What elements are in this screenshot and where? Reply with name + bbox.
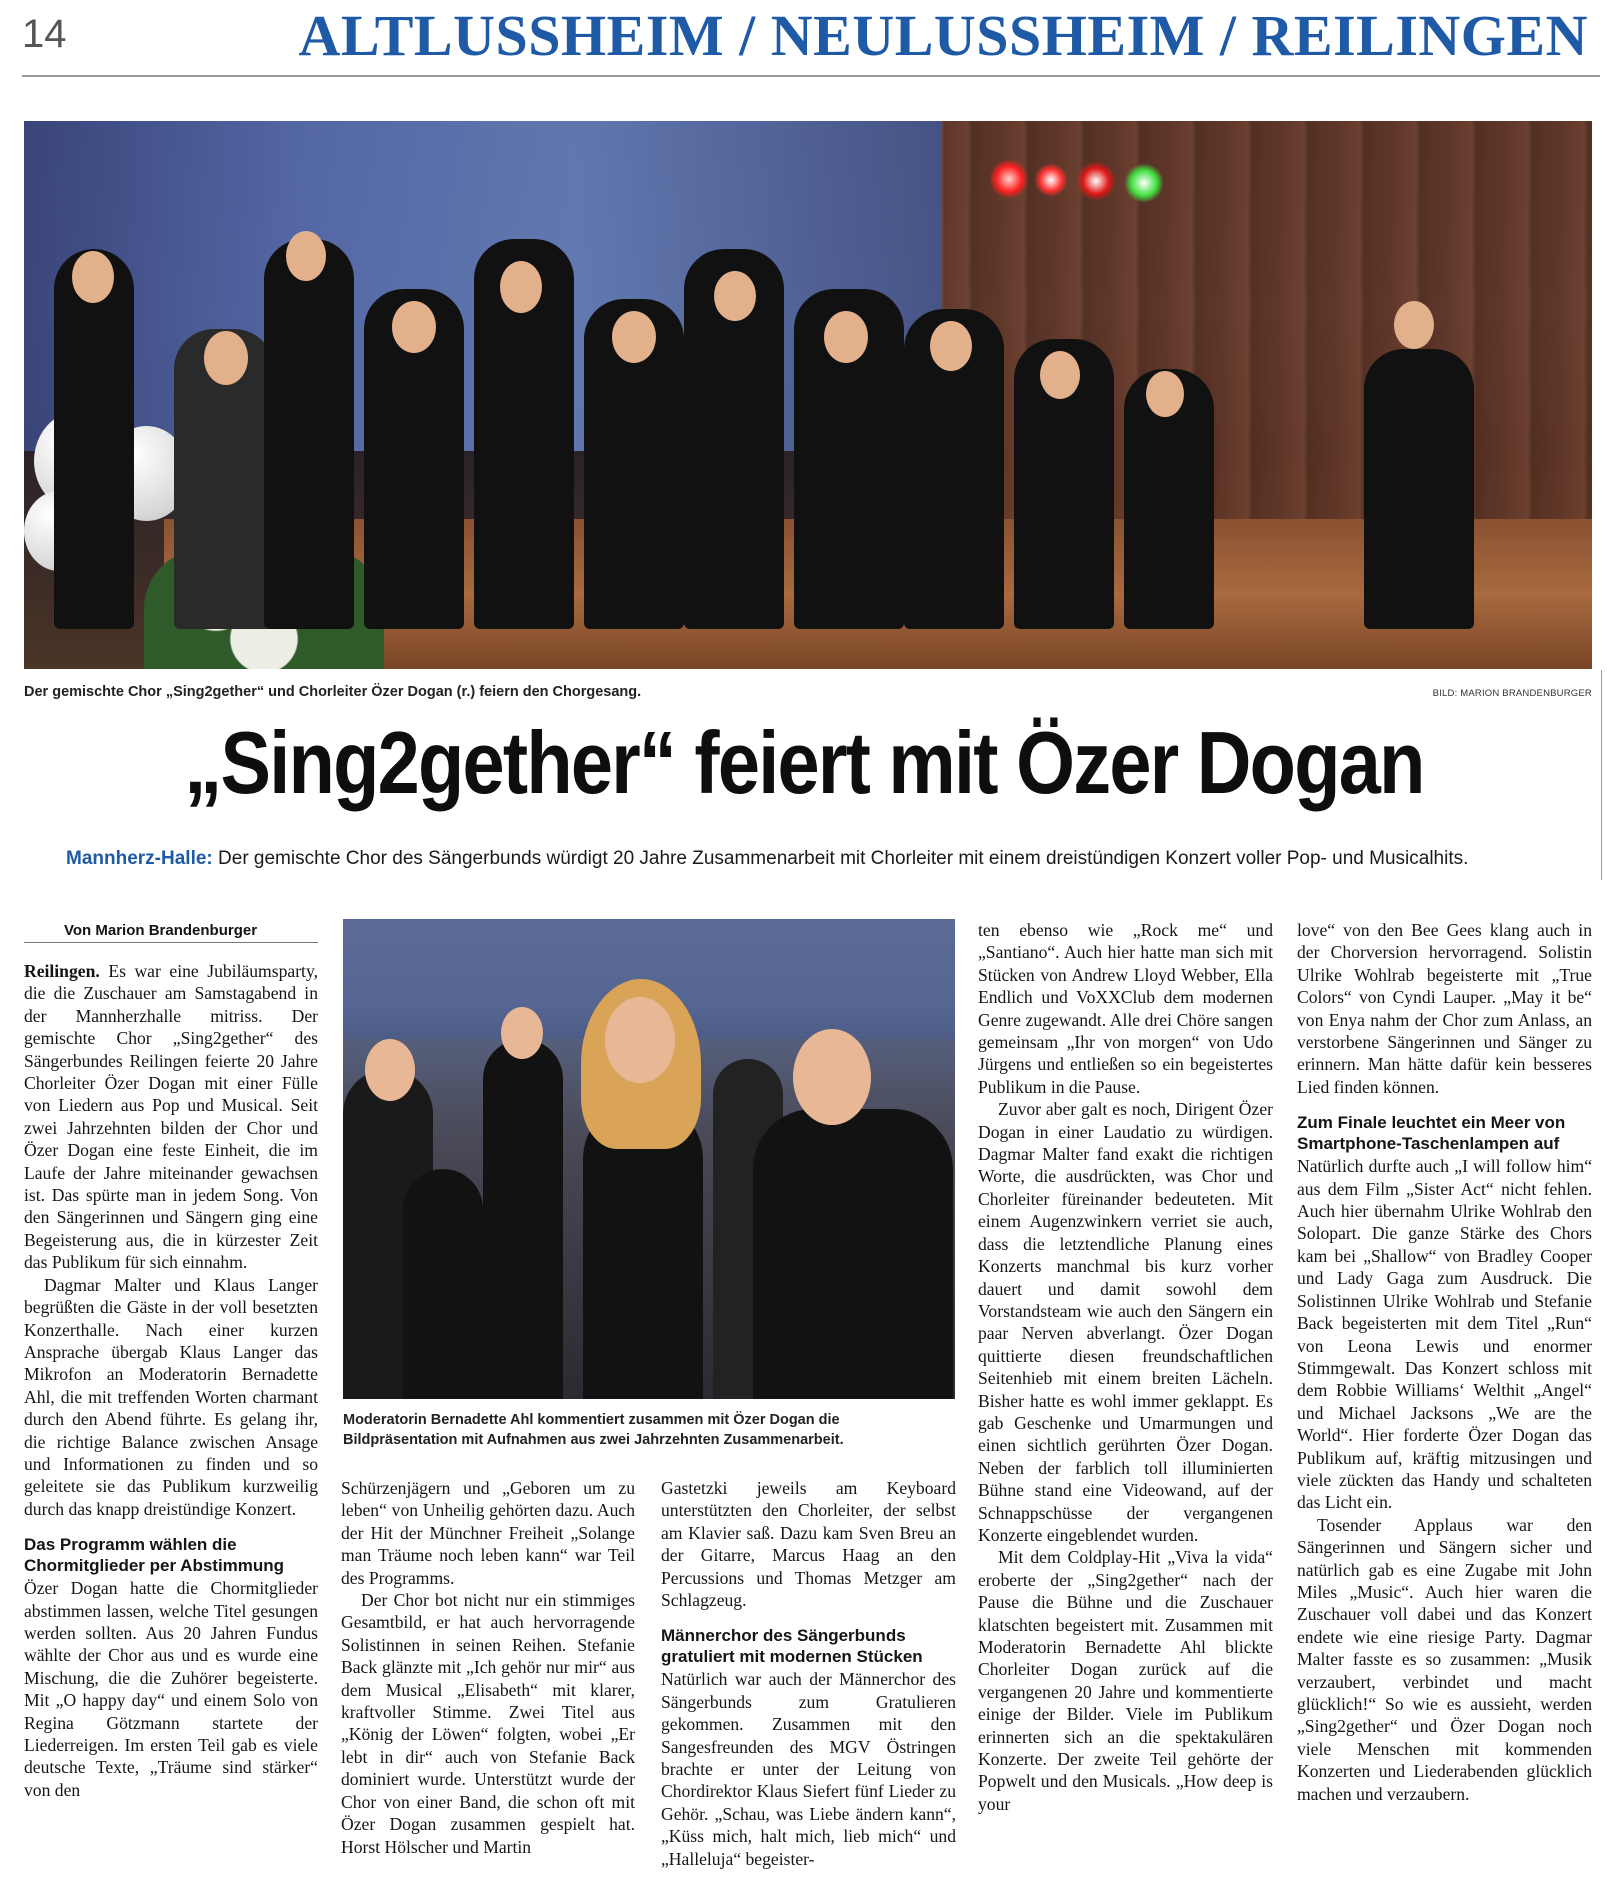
dateline: Reilingen. [24,961,100,981]
subheading: Das Programm wählen die Chormitglieder per Abstimmung [24,1535,285,1576]
subheadline [66,848,1468,870]
byline: Von Marion Brandenburger [24,922,318,943]
inset-photo-caption: Moderatorin Bernadette Ahl kommentiert zusammen mit Özer Dogan die Bildpräsentation mit Aufnahmen aus zwei Jahrzehnten Zusammenarbeit. [343,1412,844,1448]
photo-credit: BILD: MARION BRANDENBURGER [1432,688,1592,699]
article-column-3 [661,1477,956,1870]
page-number: 14 [22,12,67,56]
main-photo-caption-row [24,684,1592,704]
headline: „Sing2gether“ feiert mit Özer Dogan [184,713,1424,812]
paragraph: Mit dem Coldplay-Hit „Viva la vida“ eroberte der „Sing2gether“ nach der Pause die Bühne und die Zuschauer klatschten begeistert mit. Zusammen mit Moderatorin Bernadette Ahl blickte Chorleiter Dogan zurück auf die vergangenen 20 Jahre und kommentierte einige der Bilder. Viele im Publikum erinnerten sich an die spektakulären Konzerte. Der zweite Teil gehörte der Popwelt und den Musicals. „How deep is your [978,1547,1273,1814]
subheading: Männerchor des Sängerbunds gratuliert mit modernen Stücken [661,1626,923,1667]
subhead-location: Mannherz-Halle: [66,848,213,869]
paragraph: Gastetzki jeweils am Keyboard unterstützten den Chorleiter, der selbst am Klavier saß. Dazu kam Sven Breu an der Gitarre, Marcus Haag an den Percussions und Thomas Metzger am Schlagzeug. [661,1478,956,1611]
subheading: Zum Finale leuchtet ein Meer von Smartphone-Taschenlampen auf [1297,1113,1566,1154]
paragraph: Der Chor bot nicht nur ein stimmiges Gesamtbild, er hat auch hervorragende Solistinnen in seinen Reihen. Stefanie Back glänzte mit „Ich gehör nur mir“ aus dem Musical „Elisabeth“ mit klarer, kraftvoller Stimme. Zwei Titel aus „König der Löwen“ folgten, wobei „Er lebt in dir“ auch von Stefanie Back dominiert wurde. Unterstützt wurde der Chor von einer Band, die schon oft mit Özer Dogan zusammen gespielt hat. Horst Hölscher und Martin [341,1590,635,1857]
article-column-2 [341,1477,635,1858]
paragraph: Tosender Applaus war den Sängerinnen und Sängern sicher und natürlich gab es eine Zugabe mit John Miles „Music“. Auch hier waren die Zuschauer voll dabei und das Konzert endete wie eine riesige Party. Dagmar Malter fasste es so zusammen: „Musik verzaubert, verbindet und macht glücklich!“ So wie es aussieht, werden „Sing2gether“ und Özer Dogan noch viele Menschen mit kommenden Konzerten und Liederabenden glücklich machen und verzaubern. [1297,1514,1592,1804]
paragraph: love“ von den Bee Gees klang auch in der Chorversion hervorragend. Solistin Ulrike Wohlrab begeisterte mit „True Colors“ von Cyndi Lauper. „May it be“ von Enya nahm der Chor zum Anlass, an verstorbene Sängerinnen und Sänger zu erinnern. Man hätte dafür kein besseres Lied finden können. [1297,920,1592,1097]
column-rule [1601,670,1602,880]
paragraph: Natürlich durfte auch „I will follow him“ aus dem Film „Sister Act“ nicht fehlen. Auch hier übernahm Ulrike Wohlrab den Solopart. Die ganze Stärke des Chors kam bei „Shallow“ von Bradley Cooper und Lady Gaga zum Ausdruck. Die Solistinnen Ulrike Wohlrab und Stefanie Back begeisterten mit dem Titel „Run“ von Leona Lewis und enormer Stimmgewalt. Das Konzert schloss mit dem Robbie Williams‘ Welthit „Angel“ und Michael Jacksons „We are the World“. Hier forderte Özer Dogan das Publikum auf, kräftig mitzusingen und viele zückten das Handy und schalteten das Licht ein. [1297,1156,1592,1513]
section-heading: ALTLUSSHEIM / NEULUSSHEIM / REILINGEN [298,3,1588,68]
paragraph: Natürlich war auch der Männerchor des Sängerbunds zum Gratulieren gekommen. Zusammen mit den Sangesfreunden des MGV Östringen brachte er unter der Leitung von Chordirektor Klaus Siefert fünf Lieder zu Gehör. „Schau, was Liebe ändern kann“, „Küss mich, halt mich, lieb mich“ und „Halleluja“ begeister- [661,1669,956,1869]
paragraph: Schürzenjägern und „Geboren um zu leben“ von Unheilig gehörten dazu. Auch der Hit der Münchner Freiheit „Solange man Träume noch leben kann“ war Teil des Programms. [341,1478,635,1588]
paragraph: Özer Dogan hatte die Chormitglieder abstimmen lassen, welche Titel gesungen werden sollten. Aus 20 Jahren Fundus wählte der Chor aus und es wurde eine Mischung, die die Zuhörer begeisterte. Mit „O happy day“ und einem Solo von Regina Götzmann startete der Liederreigen. Im ersten Teil gab es viele deutsche Texte, „Träume sind stärker“ von den [24,1578,318,1800]
paragraph: ten ebenso wie „Rock me“ und „Santiano“. Auch hier hatte man sich mit Stücken von Andrew Lloyd Webber, Ella Endlich und VoXXClub dem modernen Genre zugewandt. Alle drei Chöre sangen gemeinsam „Ihr von morgen“ von Udo Jürgens und entließen so ein begeistertes Publikum in die Pause. [978,920,1273,1097]
choir-concert-photo [24,121,1592,669]
header-rule [22,75,1600,77]
subhead-text: Der gemischte Chor des Sängerbunds würdigt 20 Jahre Zusammenarbeit mit Chorleiter mit einem dreistündigen Konzert voller Pop- und Musicalhits. [212,848,1469,869]
paragraph: Zuvor aber galt es noch, Dirigent Özer Dogan in einer Laudatio zu würdigen. Dagmar Malter fand exakt die richtigen Worte, die ausdrückten, was Chor und Chorleiter füreinander bedeuteten. Mit einem Augenzwinkern verriet sie auch, dass die letztendliche Planung eines Konzerts manchmal bis kurz vorher dauert und damit sowohl dem Vorstandsteam wie auch den Sängern ein paar Nerven abverlangt. Özer Dogan quittierte diesen freundschaftlichen Seitenhieb mit einem breiten Lächeln. Bisher hatte es wohl immer geklappt. Es gab Geschenke und Umarmungen und einen sichtlich gerührten Özer Dogan. Neben der farblich toll illuminierten Bühne stand eine Videowand, auf der Schnappschüsse der vergangenen Konzerte eingeblendet wurden. [978,1099,1273,1545]
paragraph: Dagmar Malter und Klaus Langer begrüßten die Gäste in der voll besetzten Konzerthalle. Nach einer kurzen Ansprache übergab Klaus Langer das Mikrofon an Moderatorin Bernadette Ahl, die mit treffenden Worten charmant durch den Abend führte. Es gelang ihr, die richtige Balance zwischen Ansage und Informationen zu finden und so geleitete sie das Publikum kurzweilig durch das knapp dreistündige Konzert. [24,1274,318,1519]
article-column-1 [24,960,318,1801]
paragraph: Reilingen. Es war eine Jubiläumsparty, die die Zuschauer am Samstagabend in der Mannherzhalle mitriss. Der gemischte Chor „Sing2gether“ des Sängerbundes Reilingen feierte 20 Jahre Chorleiter Özer Dogan mit einer Fülle von Liedern aus Pop und Musical. Seit zwei Jahrzehnten bilden der Chor und Özer Dogan eine feste Einheit, die im Laufe der Jahre miteinander gewachsen ist. Das spürte man in jedem Song. Von den Sängerinnen und Sängern ging eine Begeisterung aus, die in kürzester Zeit das Publikum für sich einnahm. [24,961,318,1273]
main-photo-caption: Der gemischte Chor „Sing2gether“ und Chorleiter Özer Dogan (r.) feiern den Chorgesang. [24,684,642,700]
article-column-4 [978,919,1273,1815]
article-column-5 [1297,919,1592,1805]
moderator-photo [343,919,955,1399]
